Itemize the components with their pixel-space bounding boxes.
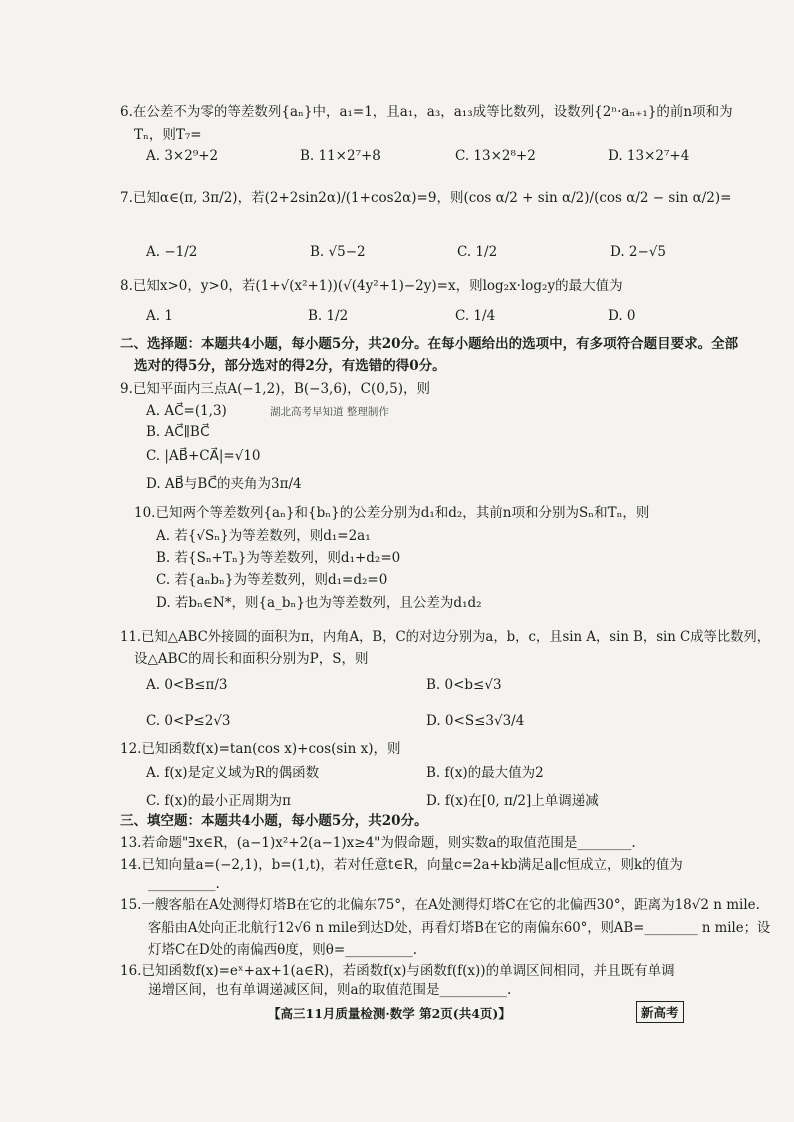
q12-options-row2 [146, 789, 766, 807]
q6-option-b: B. 11×2⁷+8 [300, 148, 381, 164]
q10-option-b: B. 若{Sₙ+Tₙ}为等差数列，则d₁+d₂=0 [156, 550, 401, 566]
q11-stem-line1: 11.已知△ABC外接圆的面积为π，内角A，B，C的对边分别为a，b，c，且sin A，sin B，sin C成等比数列， [120, 629, 771, 645]
q9-stem: 9.已知平面内三点A(−1,2)，B(−3,6)，C(0,5)，则 [120, 381, 431, 397]
q10-stem: 10.已知两个等差数列{aₙ}和{bₙ}的公差分别为d₁和d₂，其前n项和分别为Sₙ和Tₙ，则 [134, 505, 650, 521]
q12-option-b: B. f(x)的最大值为2 [426, 765, 544, 781]
q7-option-d: D. 2−√5 [610, 244, 667, 260]
q14-line2: __________. [148, 876, 220, 892]
q15-line1: 15.一艘客船在A处测得灯塔B在它的北偏东75°，在A处测得灯塔C在它的北偏西30°，距离为18√2 n mile. [120, 897, 760, 913]
section2-heading-line1: 二、选择题：本题共4小题，每小题5分，共20分。在每小题给出的选项中，有多项符合题目要求。全部 [120, 336, 739, 352]
q7-stem: 7.已知α∈(π, 3π/2)，若(2+2sin2α)/(1+cos2α)=9，则(cos α/2 + sin α/2)/(cos α/2 − sin α/2)= [120, 190, 732, 206]
q9-option-a: A. AC⃗=(1,3) [146, 403, 227, 419]
q12-option-d: D. f(x)在[0, π/2]上单调递减 [426, 793, 599, 809]
q10-option-a: A. 若{√Sₙ}为等差数列，则d₁=2a₁ [156, 528, 371, 544]
q6-stem-line1: 6.在公差不为零的等差数列{aₙ}中，a₁=1，且a₁，a₃，a₁₃成等比数列，设数列{2ⁿ·aₙ₊₁}的前n项和为 [120, 104, 733, 120]
q11-options-row1 [146, 677, 766, 695]
q9-option-d: D. AB⃗与BC⃗的夹角为3π/4 [146, 476, 302, 492]
q12-option-c: C. f(x)的最小正周期为π [146, 793, 291, 809]
q16-line1: 16.已知函数f(x)=eˣ+ax+1(a∈R)，若函数f(x)与函数f(f(x))的单调区间相同，并且既有单调 [120, 963, 675, 979]
q14-line1: 14.已知向量a=(−2,1)，b=(1,t)，若对任意t∈R，向量c=2a+kb满足a∥c恒成立，则k的值为 [120, 857, 683, 873]
q11-option-a: A. 0<B≤π/3 [146, 677, 228, 693]
q11-option-d: D. 0<S≤3√3/4 [426, 713, 525, 729]
q6-stem-line2: Tₙ，则T₇= [134, 127, 202, 143]
q11-option-b: B. 0<b≤√3 [426, 677, 502, 693]
q7-option-c: C. 1/2 [457, 244, 498, 260]
q15-line3: 灯塔C在D处的南偏西θ度，则θ=__________. [148, 942, 418, 958]
q12-options-row1 [146, 761, 766, 779]
q7-option-a: A. −1/2 [146, 244, 198, 260]
section3-heading: 三、填空题：本题共4小题，每小题5分，共20分。 [120, 813, 428, 829]
q6-option-a: A. 3×2⁹+2 [146, 148, 219, 164]
q6-options [146, 148, 766, 166]
watermark-text: 湖北高考早知道 整理制作 [270, 406, 389, 418]
q8-option-d: D. 0 [608, 308, 636, 324]
q6-option-c: C. 13×2⁸+2 [455, 148, 536, 164]
q11-stem-line2: 设△ABC的周长和面积分别为P，S，则 [134, 651, 369, 667]
q16-line2: 递增区间，也有单调递减区间，则a的取值范围是__________. [148, 982, 512, 998]
q7-options [146, 244, 766, 262]
q8-options [146, 308, 766, 326]
edition-badge: 新高考 [636, 1001, 684, 1023]
q12-stem: 12.已知函数f(x)=tan(cos x)+cos(sin x)，则 [120, 741, 401, 757]
q9-option-b: B. AC⃗∥BC⃗ [146, 424, 210, 440]
q12-option-a: A. f(x)是定义域为R的偶函数 [146, 765, 320, 781]
q9-option-c: C. |AB⃗+CA⃗|=√10 [146, 448, 261, 464]
q11-option-c: C. 0<P≤2√3 [146, 713, 231, 729]
section2-heading-line2: 选对的得5分，部分选对的得2分，有选错的得0分。 [134, 358, 446, 374]
q6-option-d: D. 13×2⁷+4 [608, 148, 690, 164]
q10-option-c: C. 若{aₙbₙ}为等差数列，则d₁=d₂=0 [156, 572, 388, 588]
q11-options-row2 [146, 713, 766, 731]
q8-option-a: A. 1 [146, 308, 173, 324]
q15-line2: 客船由A处向正北航行12√6 n mile到达D处，再看灯塔B在它的南偏东60°，则AB=________ n mile；设 [148, 920, 771, 936]
q8-option-c: C. 1/4 [455, 308, 496, 324]
q10-option-d: D. 若bₙ∈N*，则{a_bₙ}也为等差数列，且公差为d₁d₂ [156, 595, 482, 611]
q8-stem: 8.已知x>0，y>0，若(1+√(x²+1))(√(4y²+1)−2y)=x，则log₂x·log₂y的最大值为 [120, 278, 623, 294]
q7-option-b: B. √5−2 [310, 244, 366, 260]
q13-text: 13.若命题"∃x∈R，(a−1)x²+2(a−1)x≥4"为假命题，则实数a的取值范围是________. [120, 835, 636, 851]
q8-option-b: B. 1/2 [308, 308, 349, 324]
page-footer: 【高三11月质量检测·数学 第2页(共4页)】 [268, 1006, 511, 1021]
